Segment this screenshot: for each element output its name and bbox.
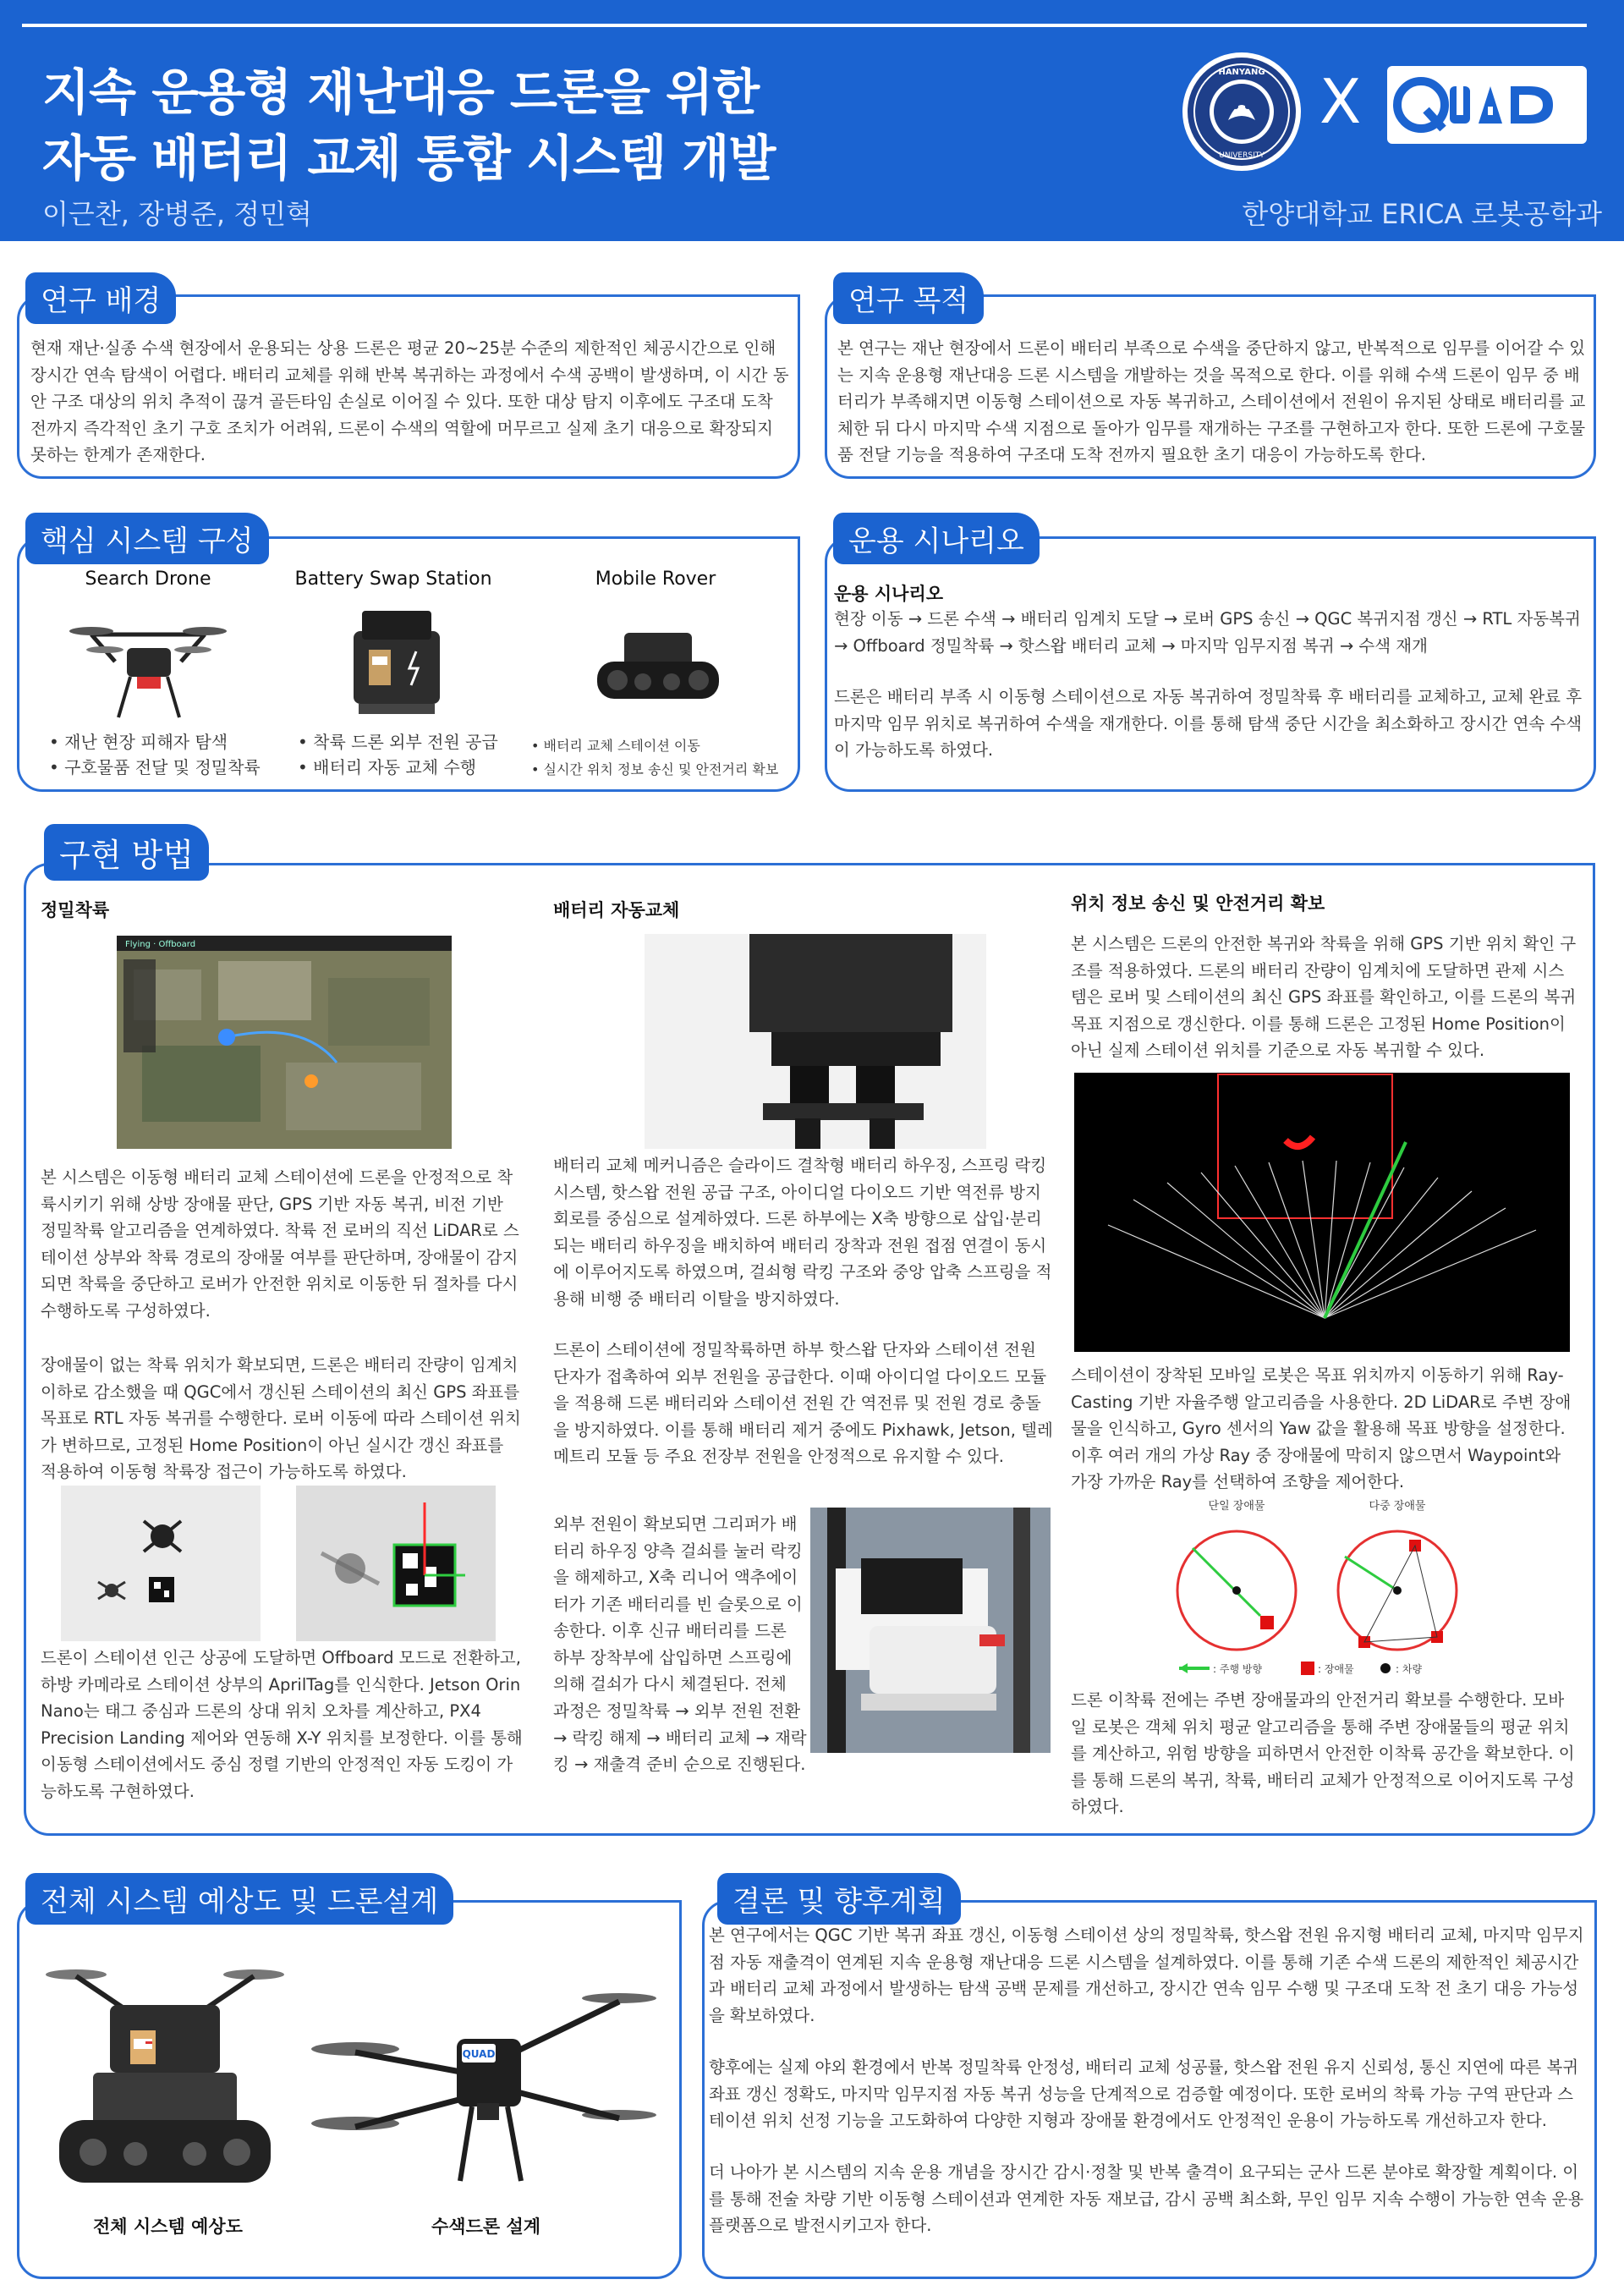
station-bullet-2: • 배터리 자동 교체 수행 xyxy=(298,757,477,777)
svg-text:UNIVERSITY: UNIVERSITY xyxy=(1219,151,1265,160)
multi-obstacle-label: 다중 장애물 xyxy=(1369,1500,1426,1513)
legend-obstacle: : 장애물 xyxy=(1318,1663,1354,1675)
gps-map-screenshot xyxy=(117,936,452,1149)
method-col3-p1: 본 시스템은 드론의 안전한 복귀와 착륙을 위해 GPS 기반 위치 확인 구조를 적용하였다. 드론의 배터리 잔량이 임계치에 도달하면 관제 시스템은 로버 및 스테이션의 최신 GPS 좌표를 확인하고, 이를 드론의 복귀 목표 지점으로 갱신한다. 이를 통해 드론은 고정된 Home Position이 아닌 실제 스테이션 위치를 기준으로 자동 복귀할 수 있다. xyxy=(1071,934,1577,1061)
affiliation: 한양대학교 ERICA 로봇공학과 xyxy=(1242,198,1602,230)
hanyang-university-seal-logo xyxy=(1182,52,1301,171)
tab-objective: 연구 목적 xyxy=(833,272,984,324)
method-col3-title: 위치 정보 송신 및 안전거리 확보 xyxy=(1071,893,1325,914)
tab-scenario: 운용 시나리오 xyxy=(833,513,1040,564)
rover-bullet-1: • 배터리 교체 스테이션 이동 xyxy=(531,738,700,754)
component-label-battery-station: Battery Swap Station xyxy=(294,569,492,590)
drone-quad-logo: QUAD xyxy=(462,2048,496,2060)
search-drone-bullet-1: • 재난 현장 피해자 탐색 xyxy=(49,732,228,752)
method-col1-p2: 장애물이 없는 착륙 위치가 확보되면, 드론은 배터리 잔량이 임계치 이하로 감소했을 때 QGC에서 갱신된 스테이션의 최신 GPS 좌표를 목표로 RTL 자동 복귀를 수행한다. 로버 이동에 따라 스테이션 위치가 변하므로, 고정된 Home Position이 아닌 실시간 갱신 좌표를 적용하여 이동형 착륙장 접근이 가능하도록 하였다. xyxy=(41,1355,521,1482)
method-col2-p2: 드론이 스테이션에 정밀착륙하면 하부 핫스왑 단자와 스테이션 전원 단자가 접촉하여 외부 전원을 공급한다. 이때 아이디얼 다이오드 모듈을 적용해 드론 배터리와 스테이션 전원 간 역전류 및 전원 경로 충돌을 방지하였다. 이를 통해 배터리 제거 중에도 Pixhawk, Jetson, 텔레메트리 모듈 등 주요 전장부 전원을 안정적으로 유지할 수 있다. xyxy=(553,1340,1053,1467)
tab-core-system: 핵심 시스템 구성 xyxy=(25,513,269,564)
search-drone-bullet-2: • 구호물품 전달 및 정밀착륙 xyxy=(49,757,261,777)
tab-background: 연구 배경 xyxy=(25,272,176,324)
battery-swap-mechanism-photo xyxy=(810,1508,1051,1753)
component-label-mobile-rover: Mobile Rover xyxy=(595,569,716,590)
title-line-1: 지속 운용형 재난대응 드론을 위한 xyxy=(42,63,760,121)
mobile-rover-image xyxy=(589,614,727,716)
header-banner xyxy=(0,0,1624,241)
header-rule xyxy=(22,24,1587,27)
component-label-search-drone: Search Drone xyxy=(85,569,211,590)
rover-bullet-2: • 실시간 위치 정보 송신 및 안전거리 확보 xyxy=(531,761,779,777)
background-body: 현재 재난·실종 수색 현장에서 운용되는 상용 드론은 평균 20~25분 수준의 제한적인 체공시간으로 인해 장시간 연속 탐색이 어렵다. 배터리 교체를 위해 반복 복귀하는 과정에서 수색 공백이 발생하며, 이 시간 동안 구조 대상의 위치 추적이 끊겨 골든타임 손실로 이어질 수 있다. 또한 대상 탐지 이후에도 구조대 도착 전까지 즉각적인 초기 구호 조치가 어려워, 드론이 수색의 역할에 머무르고 실제 초기 대응으로 확장되지 못하는 한계가 존재한다. xyxy=(30,338,789,465)
svg-text:HANYANG: HANYANG xyxy=(1218,68,1265,77)
method-col2-p3: 외부 전원이 확보되면 그리퍼가 배터리 하우징 양측 걸쇠를 눌러 락킹을 해제하고, X축 리니어 액추에이터가 기존 배터리를 빈 슬롯으로 이송한다. 이후 신규 배터리를 드론 하부 장착부에 삽입하면 스프링에 의해 걸쇠가 다시 체결된다. 전체 과정은 정밀착륙 → 외부 전원 전환 → 락킹 해제 → 배터리 교체 → 재락킹 → 재출격 준비 순으로 진행된다. xyxy=(553,1514,807,1775)
quad-logo xyxy=(1387,66,1587,144)
legend-direction: : 주행 방향 xyxy=(1213,1663,1263,1675)
title-line-2: 자동 배터리 교체 통합 시스템 개발 xyxy=(42,129,776,187)
scenario-flow: 현장 이동 → 드론 수색 → 배터리 임계치 도달 → 로버 GPS 송신 → QGC 복귀지점 갱신 → RTL 자동복귀 → Offboard 정밀착륙 → 핫스왑 배터리 교체 → 마지막 임무지점 복귀 → 수색 재개 xyxy=(834,609,1581,656)
scenario-subtitle: 운용 시나리오 xyxy=(834,584,944,604)
caption-drone-design: 수색드론 설계 xyxy=(431,2216,541,2237)
apriltag-camera-view-2 xyxy=(296,1486,496,1641)
battery-housing-photo xyxy=(645,934,986,1149)
station-bullet-1: • 착륙 드론 외부 전원 공급 xyxy=(298,732,498,752)
battery-station-image xyxy=(337,597,457,724)
objective-body: 본 연구는 재난 현장에서 드론이 배터리 부족으로 수색을 중단하지 않고, 반복적으로 임무를 이어갈 수 있는 지속 운용형 재난대응 드론 시스템을 개발하는 것을 목적으로 한다. 이를 위해 수색 드론이 임무 중 배터리가 부족해지면 이동형 스테이션으로 자동 복귀하고, 스테이션에서 전원이 유지된 상태로 배터리를 교체한 뒤 다시 마지막 수색 지점으로 돌아가 임무를 재개하는 구조를 구현하고자 한다. 또한 드론에 구호물품 전달 기능을 적용하여 구조대 도착 전까지 필요한 초기 대응이 가능하도록 한다. xyxy=(837,338,1586,465)
method-col1-title: 정밀착륙 xyxy=(41,900,110,920)
conclusion-p1: 본 연구에서는 QGC 기반 복귀 좌표 갱신, 이동형 스테이션 상의 정밀착륙, 핫스왑 전원 유지형 배터리 교체, 마지막 임무지점 자동 재출격이 연계된 지속 운용형 재난대응 드론 시스템을 설계하였다. 이를 통해 기존 수색 드론의 제한적인 체공시간과 배터리 교체 과정에서 발생하는 탐색 공백 문제를 개선하고, 장시간 연속 임무 수행 및 구조대 도착 전 초기 대응 가능성을 확보하였다. xyxy=(709,1925,1584,2025)
tab-method: 구현 방법 xyxy=(44,824,209,881)
lidar-ray-casting-view xyxy=(1074,1073,1570,1352)
map-ui-status: Flying · Offboard xyxy=(125,940,196,949)
full-system-render xyxy=(42,1946,288,2200)
conclusion-p3: 더 나아가 본 시스템의 지속 운용 개념을 장시간 감시·정찰 및 반복 출격이 요구되는 군사 드론 분야로 확장할 계획이다. 이를 통해 전술 차량 기반 이동형 스테이션과 연계한 자동 재보급, 감시 공백 최소화, 무인 임무 지속 수행이 가능한 연속 운용 플랫폼으로 발전시키고자 한다. xyxy=(709,2162,1584,2236)
scenario-body: 드론은 배터리 부족 시 이동형 스테이션으로 자동 복귀하여 정밀착륙 후 배터리를 교체하고, 교체 완료 후 마지막 임무 위치로 복귀하여 수색을 재개한다. 이를 통해 탐색 중단 시간을 최소화하고 장시간 연속 수색이 가능하도록 하였다. xyxy=(834,687,1583,761)
search-drone-design-render xyxy=(304,1946,660,2200)
method-col3-p3: 드론 이착륙 전에는 주변 장애물과의 안전거리 확보를 수행한다. 모바일 로봇은 객체 위치 평균 알고리즘을 통해 주변 장애물들의 평균 위치를 계산하고, 위험 방향을 피하면서 안전한 이착륙 공간을 확보한다. 이를 통해 드론의 복귀, 착륙, 배터리 교체가 안정적으로 이어지도록 구성하였다. xyxy=(1071,1690,1575,1817)
apriltag-camera-view-1 xyxy=(61,1486,261,1641)
method-col1-p3: 드론이 스테이션 인근 상공에 도달하면 Offboard 모드로 전환하고, 하방 카메라로 스테이션 상부의 AprilTag를 인식한다. Jetson Orin Nano는 태그 중심과 드론의 상대 위치 오차를 계산하고, PX4 Precision Landing 제어와 연동해 X-Y 위치를 보정한다. 이를 통해 이동형 스테이션에서도 중심 정렬 기반의 안정적인 자동 도킹이 가능하도록 구현하였다. xyxy=(41,1648,523,1801)
method-col3-p2: 스테이션이 장착된 모바일 로봇은 목표 위치까지 이동하기 위해 Ray-Casting 기반 자율주행 알고리즘을 사용한다. 2D LiDAR로 주변 장애물을 인식하고, Gyro 센서의 Yaw 값을 활용해 목표 방향을 설정한다. 이후 여러 개의 가상 Ray 중 장애물에 막히지 않으면서 Waypoint와 가장 가까운 Ray를 선택하여 조향을 제어한다. xyxy=(1071,1365,1572,1492)
conclusion-p2: 향후에는 실제 야외 환경에서 반복 정밀착륙 안정성, 배터리 교체 성공률, 핫스왑 전원 유지 신뢰성, 통신 지연에 따른 복귀 좌표 갱신 정확도, 마지막 임무지점 자동 복귀 성능을 단계적으로 검증할 예정이다. 또한 로버의 착륙 가능 구역 판단과 스테이션 위치 선정 기능을 고도화하여 다양한 지형과 장애물 환경에서도 안정적인 운용이 가능하도록 개선하고자 한다. xyxy=(709,2057,1579,2131)
tab-overview: 전체 시스템 예상도 및 드론설계 xyxy=(25,1873,453,1925)
caption-full-system: 전체 시스템 예상도 xyxy=(93,2216,243,2237)
method-col2-title: 배터리 자동교체 xyxy=(553,900,680,920)
search-drone-image xyxy=(66,602,230,729)
method-col1-p1: 본 시스템은 이동형 배터리 교체 스테이션에 드론을 안정적으로 착륙시키기 위해 상방 장애물 판단, GPS 기반 자동 복귀, 비전 기반 정밀착륙 알고리즘을 연계하였다. 착륙 전 로버의 직선 LiDAR로 스테이션 상부와 착륙 경로의 장애물 여부를 판단하며, 장애물이 감지되면 착륙을 중단하고 로버가 안전한 위치로 이동한 뒤 절차를 다시 수행하도록 구성하였다. xyxy=(41,1167,519,1321)
method-col2-p1: 배터리 교체 메커니즘은 슬라이드 결착형 배터리 하우징, 스프링 락킹 시스템, 핫스왑 전원 공급 구조, 아이디얼 다이오드 기반 역전류 방지 회로를 중심으로 설계하였다. 드론 하부에는 X축 방향으로 삽입·분리되는 배터리 하우징을 배치하여 배터리 장착과 전원 접점 연결이 동시에 이루어지도록 하였으며, 걸쇠형 락킹 구조와 중앙 압축 스프링을 적용해 비행 중 배터리 이탈을 방지하였다. xyxy=(553,1156,1052,1309)
collaboration-x: X xyxy=(1320,66,1362,137)
authors: 이근찬, 장병준, 정민혁 xyxy=(42,198,312,230)
single-obstacle-label: 단일 장애물 xyxy=(1208,1500,1265,1513)
legend-vehicle: : 차량 xyxy=(1396,1663,1423,1675)
tab-conclusion: 결론 및 향후계획 xyxy=(717,1873,961,1925)
obstacle-avoidance-diagram xyxy=(1159,1497,1497,1684)
